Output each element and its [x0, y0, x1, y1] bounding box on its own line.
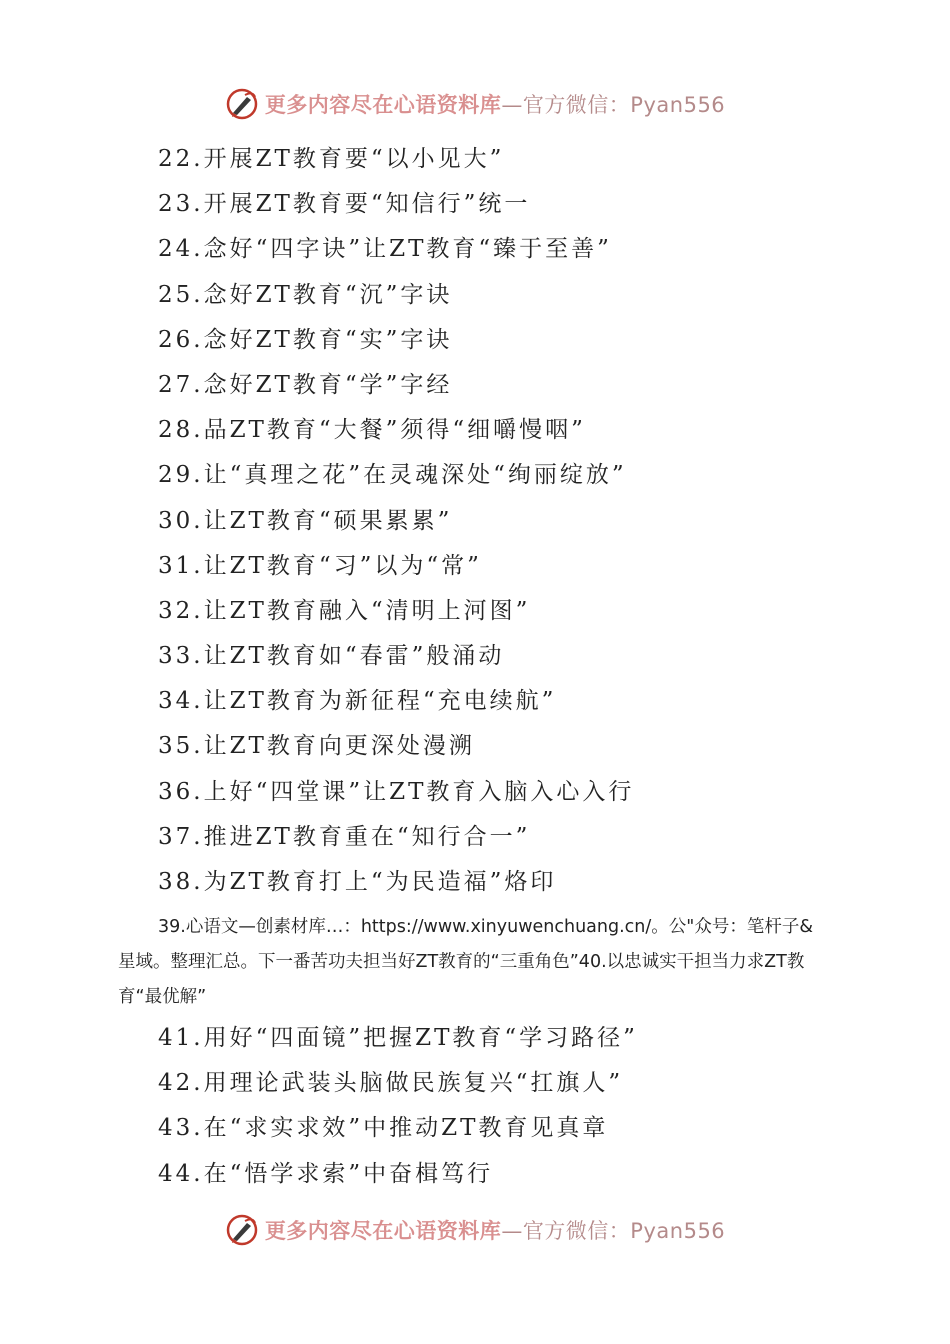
list-item: 35.让ZT教育向更深处漫溯	[158, 733, 475, 760]
banner-text	[265, 89, 725, 119]
pen-logo-icon	[225, 1213, 259, 1247]
list-item: 42.用理论武装头脑做民族复兴“扛旗人”	[158, 1070, 624, 1097]
title-list-first	[158, 137, 858, 905]
list-item: 37.推进ZT教育重在“知行合一”	[158, 823, 531, 850]
footer-banner	[0, 1208, 950, 1252]
list-item: 29.让“真理之花”在灵魂深处“绚丽绽放”	[158, 462, 627, 489]
banner-tail: 官方微信：Pyan556	[522, 93, 726, 117]
banner-lead: 更多内容尽在心语资料库	[264, 92, 502, 117]
list-item: 26.念好ZT教育“实”字诀	[158, 326, 453, 353]
list-item: 44.在“悟学求索”中奋楫笃行	[158, 1160, 494, 1187]
pen-logo-icon	[225, 87, 259, 121]
banner-lead: 更多内容尽在心语资料库	[264, 1218, 502, 1243]
list-item: 33.让ZT教育如“春雷”般涌动	[158, 643, 505, 670]
source-paragraph: 39.心语文—创素材库…：https://www.xinyuwenchuang.cn/。公"众号：笔杆子&星域。整理汇总。下一番苦功夫担当好ZT教育的“三重角色”40.以忠诚实干担当力求ZT教育“最优解”	[118, 917, 813, 1007]
title-list-second	[158, 1016, 858, 1197]
list-item: 38.为ZT教育打上“为民造福”烙印	[158, 869, 557, 895]
list-item: 32.让ZT教育融入“清明上河图”	[158, 597, 531, 624]
list-item: 23.开展ZT教育要“知信行”统一	[158, 191, 531, 218]
list-item: 31.让ZT教育“习”以为“常”	[158, 552, 482, 579]
list-item: 22.开展ZT教育要“以小见大”	[158, 146, 505, 172]
list-item: 24.念好“四字诀”让ZT教育“臻于至善”	[158, 236, 612, 263]
list-item: 34.让ZT教育为新征程“充电续航”	[158, 688, 557, 715]
banner-tail: 官方微信：Pyan556	[522, 1219, 726, 1243]
header-banner	[0, 82, 950, 126]
list-item: 30.让ZT教育“硕果累累”	[158, 507, 453, 534]
list-item: 25.念好ZT教育“沉”字诀	[158, 281, 453, 308]
banner-text	[265, 1215, 725, 1245]
list-item: 28.品ZT教育“大餐”须得“细嚼慢咽”	[158, 417, 586, 444]
list-item: 41.用好“四面镜”把握ZT教育“学习路径”	[158, 1025, 638, 1051]
banner-dash: —	[501, 1219, 523, 1243]
list-item: 27.念好ZT教育“学”字经	[158, 371, 453, 398]
list-item: 36.上好“四堂课”让ZT教育入脑入心入行	[158, 778, 635, 805]
banner-dash: —	[501, 93, 523, 117]
list-item: 43.在“求实求效”中推动ZT教育见真章	[158, 1115, 609, 1142]
